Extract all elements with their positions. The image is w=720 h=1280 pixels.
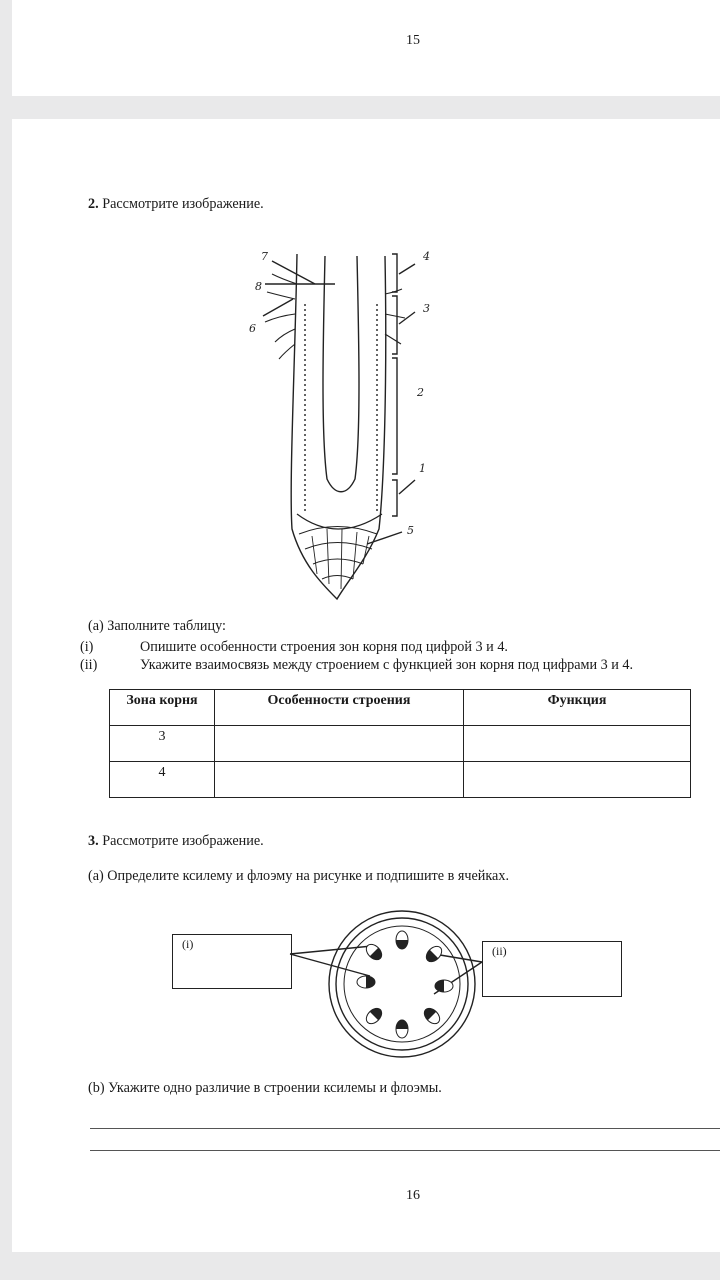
task3-title: Рассмотрите изображение. [102,833,264,849]
header-zone: Зона корня [110,690,215,726]
task2-title: Рассмотрите изображение. [102,196,264,212]
task2-item-i-text: Опишите особенности строения зон корня под цифрой 3 и 4. [140,639,508,655]
answer-line-1[interactable] [90,1128,720,1129]
function-answer-cell[interactable] [464,726,691,762]
structure-answer-cell[interactable] [215,726,464,762]
page-15 [12,0,720,96]
root-diagram [227,244,447,604]
task3-part-b: (b) Укажите одно различие в строении ксилемы и флоэмы. [88,1080,442,1096]
zone-cell: 3 [110,726,215,762]
task3-part-a: (а) Определите ксилему и флоэму на рисунке и подпишите в ячейках. [88,868,509,884]
header-structure: Особенности строения [215,690,464,726]
answer-box-ii-label: (ii) [492,944,507,958]
page-number: 16 [406,1188,420,1203]
stem-cross-section [282,904,482,1064]
task2-heading [88,196,264,213]
root-label-8: 8 [255,280,262,293]
function-answer-cell[interactable] [464,762,691,798]
table-row [110,762,691,798]
answer-box-i[interactable] [172,934,292,989]
root-label-2: 2 [417,386,424,399]
zone-cell: 4 [110,762,215,798]
table-row [110,726,691,762]
answer-box-i-label: (i) [182,937,194,951]
task3-heading [88,833,264,850]
header-function: Функция [464,690,691,726]
task3-number: 3. [88,833,99,849]
answer-box-ii[interactable] [482,941,622,997]
table-header-row [110,690,691,726]
task2-part-a: (а) Заполните таблицу: [88,618,226,634]
task2-item-i-marker: (i) [80,639,94,655]
answer-line-2[interactable] [90,1150,720,1151]
task2-item-ii-text: Укажите взаимосвязь между строением с функцией зон корня под цифрами 3 и 4. [140,657,634,673]
root-label-3: 3 [423,302,430,315]
root-label-4: 4 [423,250,430,263]
vascular-bundles [357,931,453,1038]
page-number: 15 [406,33,420,48]
root-label-7: 7 [261,250,268,263]
task2-item-ii-marker: (ii) [80,657,98,673]
root-label-1: 1 [419,462,426,475]
root-label-5: 5 [407,524,414,537]
task2-number: 2. [88,196,99,212]
structure-answer-cell[interactable] [215,762,464,798]
root-label-6: 6 [249,322,256,335]
root-zones-table [109,689,691,798]
page-16 [12,119,720,1252]
